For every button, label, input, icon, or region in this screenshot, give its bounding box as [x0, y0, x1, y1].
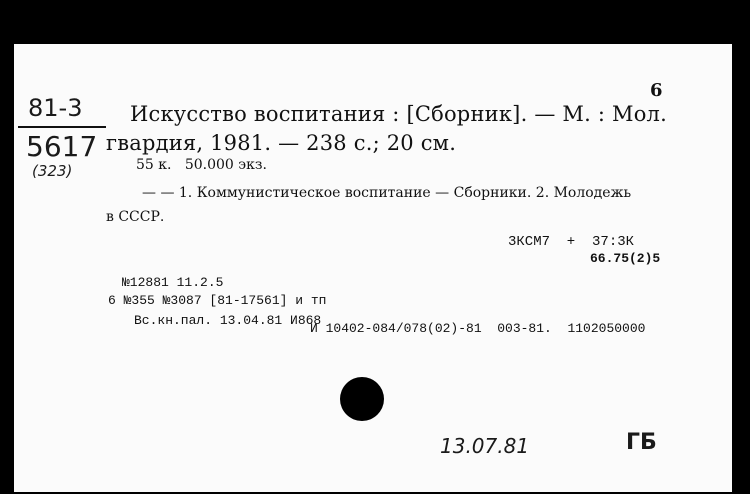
classification-2: 66.75(2)5: [590, 251, 661, 266]
price-circulation: 55 к. 50.000 экз.: [136, 157, 267, 173]
record-line-4: И 10402-084/078(02)-81 003-81. 1102050000: [310, 321, 646, 336]
call-number-bottom: 5617: [26, 130, 98, 163]
handwritten-note: (323): [32, 162, 73, 180]
record-line-3: Вс.кн.пал. 13.04.81 И868: [134, 313, 322, 328]
subjects-line-1: — — 1. Коммунистическое воспитание — Сборники. 2. Молодежь: [142, 185, 632, 201]
call-number-divider: [18, 126, 106, 128]
subjects-line-2: в СССР.: [106, 209, 165, 225]
catalog-card: [14, 44, 732, 492]
record-line-1: №12881 11.2.5: [122, 275, 224, 290]
handwritten-date: 13.07.81: [440, 434, 530, 458]
title-line-2: гвардия, 1981. — 238 с.; 20 см.: [106, 131, 457, 155]
classification-1: 3КСМ7 + 37:3К: [508, 234, 635, 250]
punch-hole: [340, 377, 384, 421]
handwritten-initials: ГБ: [626, 430, 657, 455]
record-line-2: 6 №355 №3087 [81-17561] и тп: [108, 293, 327, 308]
corner-number: 6: [650, 80, 663, 101]
call-number-top: 81-3: [28, 94, 83, 122]
title-line-1: Искусство воспитания : [Сборник]. — М. : Мол.: [130, 102, 667, 126]
